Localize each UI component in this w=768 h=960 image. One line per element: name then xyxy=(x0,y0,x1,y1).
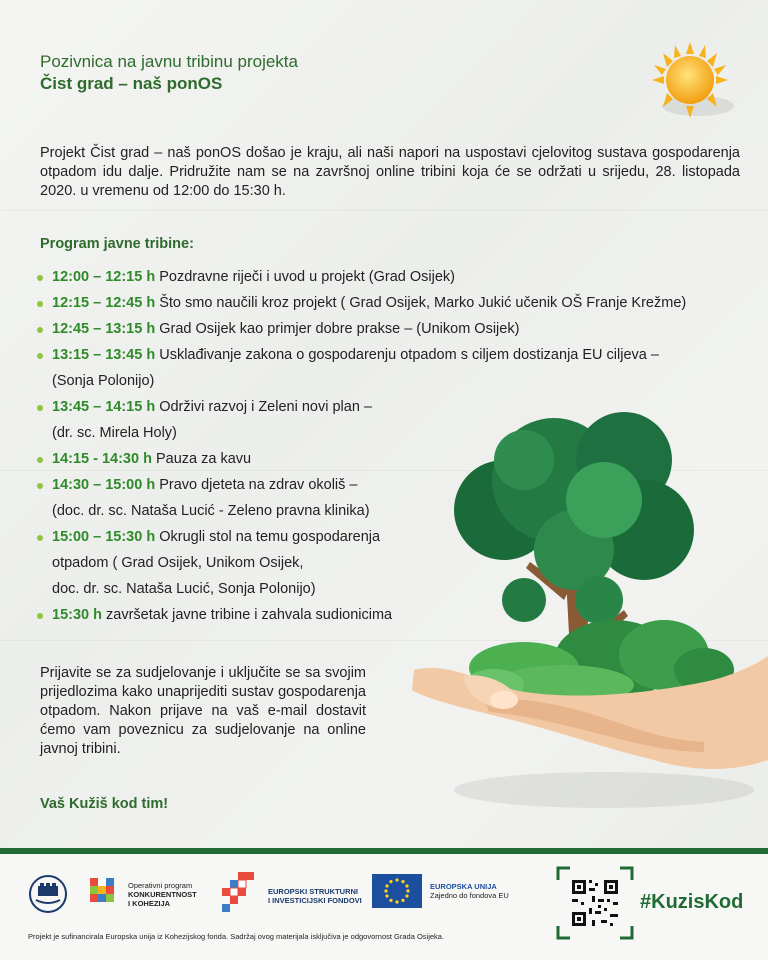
program-item: 15:00 – 15:30 h Okrugli stol na temu gospodarenja otpadom ( Grad Osijek, Unikom Osijek, doc. dr. sc. Nataša Lucić, Sonja Polonijo) xyxy=(36,524,766,602)
qr-code[interactable] xyxy=(556,866,634,940)
signup-paragraph: Prijavite se za sudjelovanje i uključite se sa svojim prijedlozima kako unaprijediti sustav gospodarenja otpadom. Nakon prijave na vaš e-mail dostavit ćemo vam poveznicu za sudjelovanje na online javnoj tribini. xyxy=(40,665,366,757)
bullet-icon xyxy=(37,353,43,359)
project-name: Čist grad – naš ponOS xyxy=(40,74,223,93)
program-item: 14:30 – 15:00 h Pravo djeteta na zdrav okoliš – (doc. dr. sc. Nataša Lucić - Zeleno pravna klinika) xyxy=(36,472,766,524)
bullet-icon xyxy=(37,301,43,307)
program-title: Program javne tribine: xyxy=(40,236,194,252)
eu-logo: EUROPSKA UNIJA Zajedno do fondova EU xyxy=(372,874,509,908)
bullet-icon xyxy=(37,483,43,489)
program-item: 12:45 – 13:15 h Grad Osijek kao primjer dobre prakse – (Unikom Osijek) xyxy=(36,316,766,342)
bullet-icon xyxy=(37,405,43,411)
bullet-icon xyxy=(37,327,43,333)
bullet-icon xyxy=(37,275,43,281)
op-mosaic-icon xyxy=(90,878,122,910)
program-item: 15:30 h završetak javne tribine i zahvala sudionicima xyxy=(36,602,766,628)
program-item: 13:45 – 14:15 h Održivi razvoj i Zeleni novi plan – (dr. sc. Mirela Holy) xyxy=(36,394,766,446)
sun-icon xyxy=(640,40,740,130)
invitation-title: Pozivnica na javnu tribinu projekta xyxy=(40,52,298,71)
op-konkurentnost-logo: Operativni program KONKURENTNOST I KOHEZIJA xyxy=(90,878,197,910)
bullet-icon xyxy=(37,457,43,463)
bullet-icon xyxy=(37,613,43,619)
eu-flag-icon xyxy=(372,874,422,908)
hashtag: #KuzisKod xyxy=(640,891,744,913)
hand-holding-tree-illustration xyxy=(404,400,768,820)
program-item: 12:15 – 12:45 h Što smo naučili kroz projekt ( Grad Osijek, Marko Jukić učenik OŠ Franje Krežme) xyxy=(36,290,766,316)
invitation-header xyxy=(40,52,298,94)
program-item: 12:00 – 12:15 h Pozdravne riječi i uvod u projekt (Grad Osijek) xyxy=(36,264,766,290)
program-item: 14:15 - 14:30 h Pauza za kavu xyxy=(36,446,766,472)
bullet-icon xyxy=(37,535,43,541)
esi-fondovi-logo: EUROPSKI STRUKTURNI I INVESTICIJSKI FONDOVI xyxy=(222,872,362,912)
esif-mosaic-icon xyxy=(222,872,262,912)
grad-osijek-logo xyxy=(28,874,68,914)
program-item: 13:15 – 13:45 h Usklađivanje zakona o gospodarenju otpadom s ciljem dostizanja EU ciljeva – (Sonja Polonijo) xyxy=(36,342,766,394)
intro-paragraph: Projekt Čist grad – naš ponOS došao je kraju, ali naši napori na uspostavi cjelovitog sustava gospodarenja otpadom idu dalje. Pridružite nam se na završnoj online tribini koja će se održati u srijedu, 28. listopada 2020. u vremenu od 12:00 do 15:30 h. xyxy=(40,145,740,199)
signoff: Vaš Kužiš kod tim! xyxy=(40,796,169,812)
funding-disclaimer: Projekt je sufinancirala Europska unija iz Kohezijskog fonda. Sadržaj ovog materijala isključiva je odgovornost Grada Osijeka. xyxy=(28,932,445,941)
